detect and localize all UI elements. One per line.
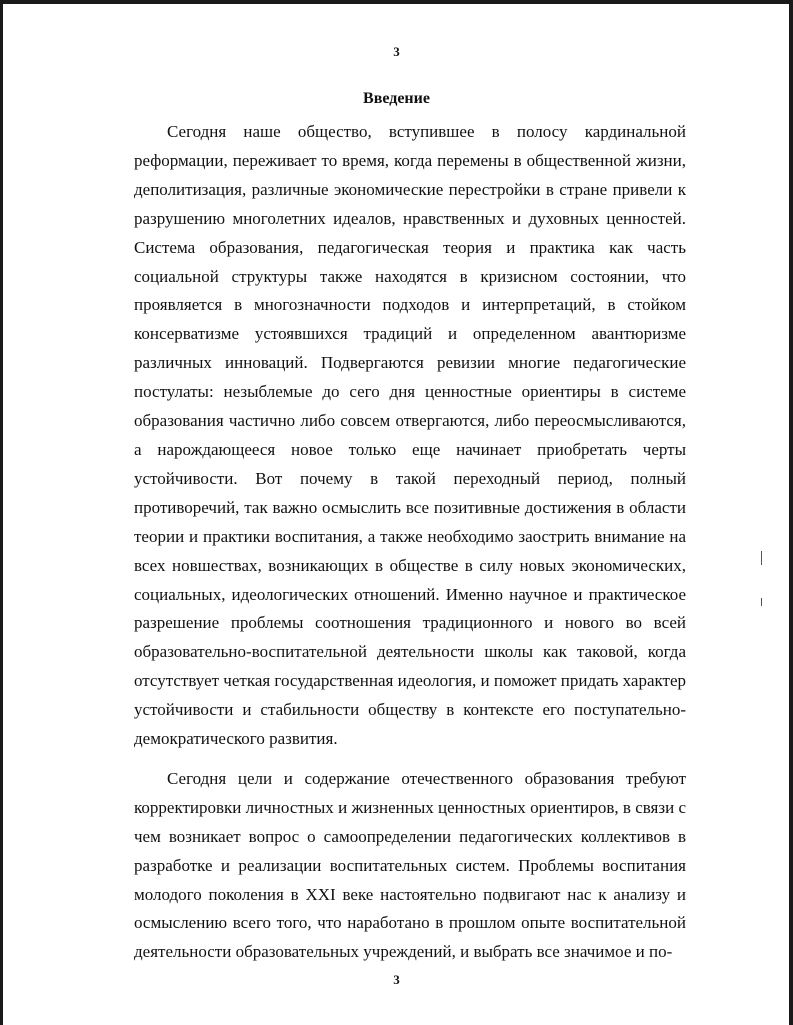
page-number-top: 3	[393, 44, 400, 59]
scan-border-left	[0, 0, 3, 1025]
scan-artifact-mark	[761, 598, 762, 606]
scan-border-top	[0, 0, 793, 4]
paragraph-2: Сегодня цели и содержание отечественного образования требуют корректировки личностных и жизненных ценностных ориентиров, в связи с чем возникает вопрос о самоопределении педагогических коллективов в разработке и реализации воспитательных систем. Проблемы воспитания молодого поколения в XXI веке настоятельно подвигают нас к анализу и осмыслению всего того, что наработано в прошлом опыте воспитательной деятельности образовательных учреждений, и выбрать все значимое и по-	[134, 768, 686, 962]
scan-artifact-mark	[761, 551, 762, 565]
scan-border-right	[789, 0, 793, 1025]
paragraph-1: Сегодня наше общество, вступившее в полосу кардинальной реформации, переживает то время, когда перемены в общественной жизни, деполитизация, различные экономические перестройки в стране привели к разрушению многолетних идеалов, нравственных и духовных ценностей. Система образования, педагогическая теория и практика как часть социальной структуры также находятся в кризисном состоянии, что проявляется в многозначности подходов и интерпретаций, в стойком консерватизме устоявшихся традиций и определенном авантюризме различных инноваций. Подвергаются ревизии многие педагогические постулаты: незыблемые до сего дня ценностные ориентиры в системе образования частично либо совсем отвергаются, либо переосмысливаются, а нарождающееся новое только еще начинает приобретать черты устойчивости. Вот почему в такой переходный период, полный противоречий, так важно осмыслить все позитивные достижения в области теории и практики воспитания, а также необходимо заострить внимание на всех новшествах, возникающих в обществе в силу новых экономических, социальных, идеологических отношений. Именно научное и практическое разрешение проблемы соотношения традиционного и нового во всей образовательно-воспитательной деятельности школы как таковой, когда отсутствует четкая государственная идеология, и поможет придать характер устойчивости и стабильности обществу в контексте его поступательно-демократического развития.	[134, 122, 687, 749]
section-heading: Введение	[363, 90, 430, 107]
body-text	[134, 118, 686, 967]
page-number-bottom: 3	[393, 972, 400, 987]
